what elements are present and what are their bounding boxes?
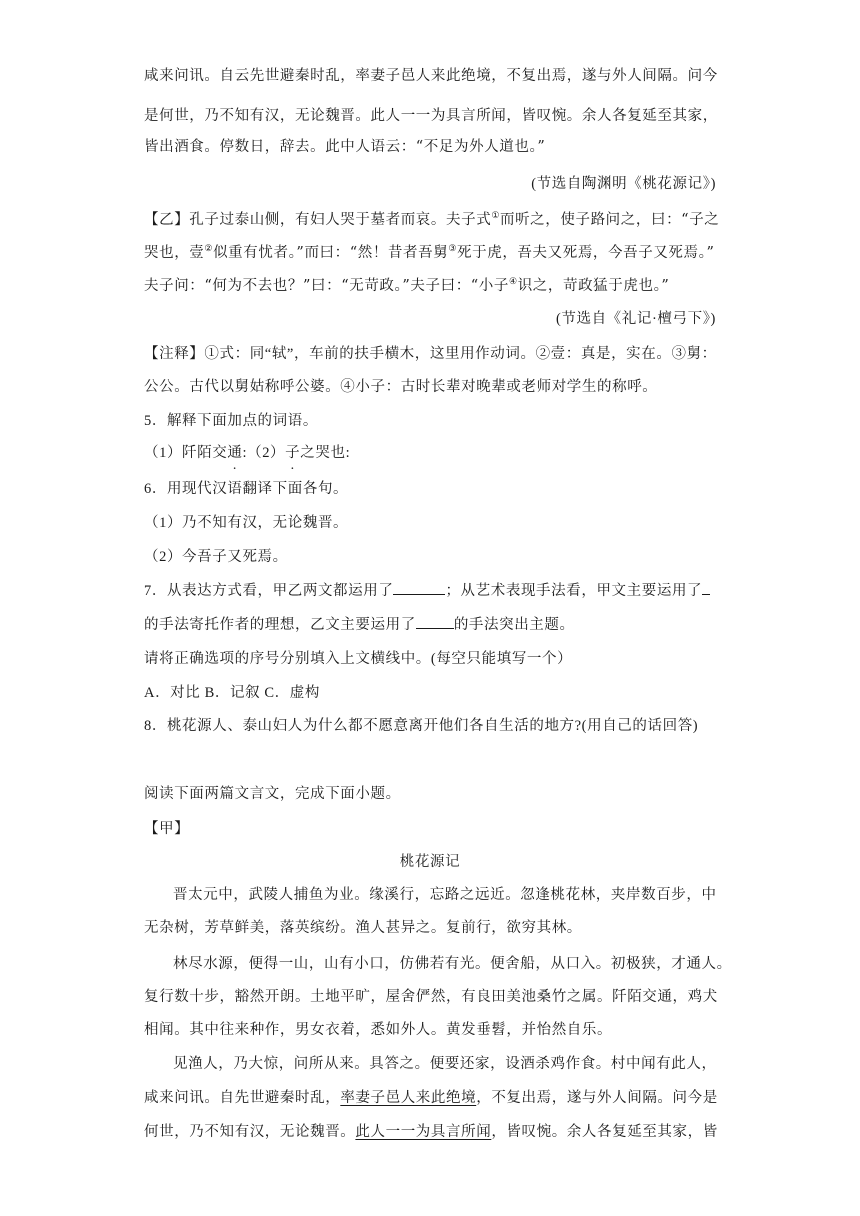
passage-line: 哭也，壹②似重有忧者。”而曰：“然！昔者吾舅③死于虎，吾夫又死焉，今吾子又死焉。” xyxy=(144,244,715,261)
notes-line: 【注释】①式：同“轼”，车前的扶手横木，这里用作动词。②壹：真是，实在。③舅： xyxy=(144,346,717,362)
underlined-sentence: 率妻子邑人来此绝境 xyxy=(340,1090,477,1106)
reading-intro: 阅读下面两篇文言文，完成下面小题。 xyxy=(144,786,401,802)
underlined-sentence: 此人一一为具言所闻 xyxy=(355,1124,492,1140)
passage-line: 咸来问讯。自云先世避秦时乱，率妻子邑人来此绝境，不复出焉，遂与外人间隔。问今 xyxy=(144,68,718,84)
question-6-item: （2）今吾子又死焉。 xyxy=(144,549,288,565)
passage-line: 晋太元中，武陵人捕鱼为业。缘溪行，忘路之远近。忽逢桃花林，夹岸数百步，中 xyxy=(173,887,717,903)
passage-line: 相闻。其中往来种作，男女衣着，悉如外人。黄发垂髫，并怡然自乐。 xyxy=(144,1022,613,1038)
passage-line: 见渔人，乃大惊，问所从来。具答之。便要还家，设酒杀鸡作食。村中闻有此人， xyxy=(173,1056,717,1072)
passage-line: 夫子问：“何为不去也？”曰：“无苛政。”夫子曰：“小子④识之，苛政猛于虎也。” xyxy=(144,277,670,294)
answer-blank[interactable] xyxy=(702,580,710,595)
question-7-instruction: 请将正确选项的序号分别填入上文横线中。(每空只能填写一个） xyxy=(144,651,573,667)
passage-line: 【乙】孔子过泰山侧，有妇人哭于墓者而哀。夫子式①而听之，使子路问之，曰：“子之 xyxy=(144,211,720,228)
passage-line: 复行数十步，豁然开朗。土地平旷，屋舍俨然，有良田美池桑竹之属。阡陌交通，鸡犬 xyxy=(144,989,718,1005)
section-label-jia: 【甲】 xyxy=(144,821,190,837)
passage-line: 是何世，乃不知有汉，无论魏晋。此人一一为具言所闻，皆叹惋。余人各复延至其家， xyxy=(144,108,718,124)
source-citation: (节选自陶渊明《桃花源记》) xyxy=(531,176,716,192)
answer-blank[interactable] xyxy=(393,580,445,595)
question-5-items: （1）阡陌交通:（2）子之哭也: xyxy=(144,445,351,461)
question-6-item: （1）乃不知有汉，无论魏晋。 xyxy=(144,515,349,531)
question-5: 5．解释下面加点的词语。 xyxy=(144,413,318,429)
passage-line: 皆出酒食。停数日，辞去。此中人语云：“不足为外人道也。” xyxy=(144,139,546,155)
question-7-cont: 的手法寄托作者的理想，乙文主要运用了 的手法突出主题。 xyxy=(144,614,716,636)
question-6: 6．用现代汉语翻译下面各句。 xyxy=(144,481,349,497)
passage-line: 何世，乃不知有汉，无论魏晋。此人一一为具言所闻，皆叹惋。余人各复延至其家，皆 xyxy=(144,1124,718,1140)
answer-blank[interactable] xyxy=(416,614,454,629)
question-7: 7．从表达方式看，甲乙两文都运用了 ；从艺术表现手法看，甲文主要运用了 xyxy=(144,580,716,602)
text-title: 桃花源记 xyxy=(399,854,461,870)
passage-line: 林尽水源，便得一山，山有小口，仿佛若有光。便舍船，从口入。初极狭，才通人。 xyxy=(173,956,732,972)
notes-line: 公公。古代以舅姑称呼公婆。④小子：古时长辈对晚辈或老师对学生的称呼。 xyxy=(144,379,658,395)
source-citation: (节选自《礼记·檀弓下》) xyxy=(555,311,716,327)
question-8: 8．桃花源人、泰山妇人为什么都不愿意离开他们各自生活的地方?(用自己的话回答) xyxy=(144,718,699,734)
passage-line: 无杂树，芳草鲜美，落英缤纷。渔人甚异之。复前行，欲穷其林。 xyxy=(144,920,582,936)
passage-line: 咸来问讯。自先世避秦时乱，率妻子邑人来此绝境，不复出焉，遂与外人间隔。问今是 xyxy=(144,1090,718,1106)
question-7-options: A．对比 B．记叙 C．虚构 xyxy=(144,685,320,701)
